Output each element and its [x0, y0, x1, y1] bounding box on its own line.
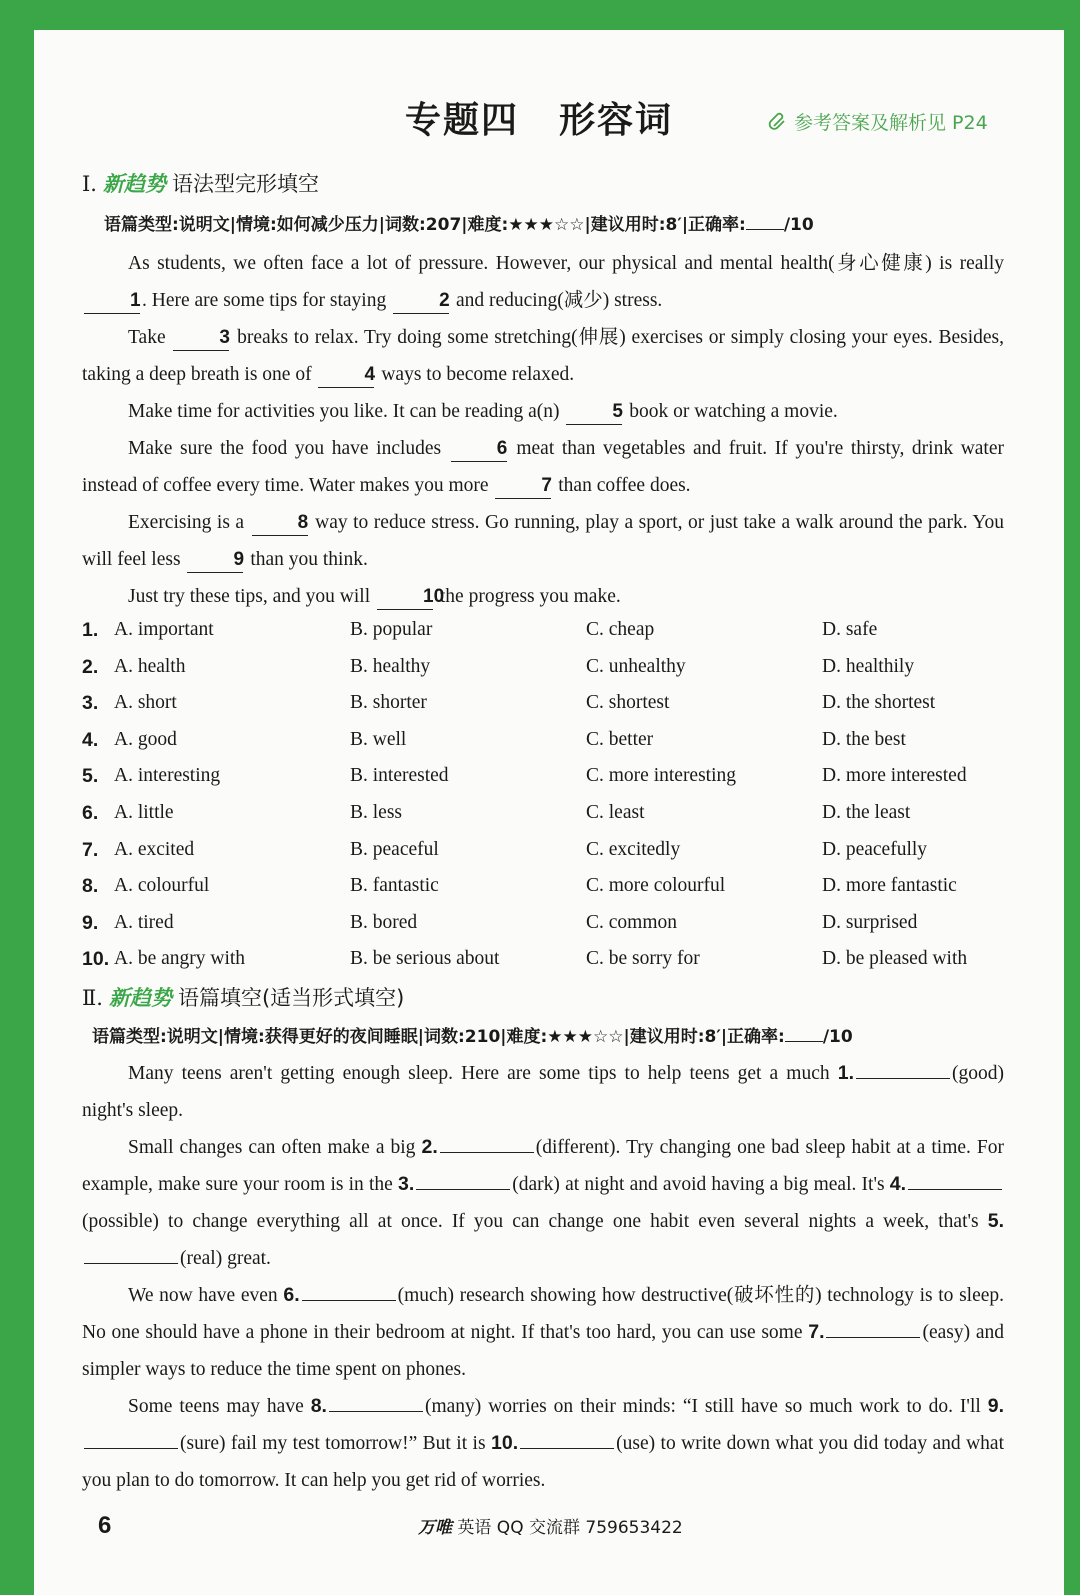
option-row: 2. A. health B. healthy C. unhealthy D. healthily	[82, 649, 1012, 686]
option-row: 8. A. colourful B. fantastic C. more colourful D. more fantastic	[82, 868, 1012, 905]
cloze-blank[interactable]: 5	[566, 400, 622, 425]
option-a[interactable]: A. good	[114, 728, 177, 750]
answer-blank[interactable]	[826, 1315, 920, 1338]
page-number: 6	[98, 1512, 112, 1539]
option-a[interactable]: A. health	[114, 655, 186, 677]
answer-blank[interactable]	[329, 1389, 423, 1412]
option-row: 5. A. interesting B. interested C. more interesting D. more interested	[82, 758, 1012, 795]
option-d[interactable]: D. more interested	[822, 765, 967, 787]
option-b[interactable]: B. be serious about	[350, 948, 500, 970]
option-row: 3. A. short B. shorter C. shortest D. the shortest	[82, 685, 1012, 722]
cloze-blank[interactable]: 9	[187, 548, 243, 573]
option-b[interactable]: B. less	[350, 801, 403, 823]
option-c[interactable]: C. cheap	[586, 619, 655, 640]
option-a[interactable]: A. tired	[114, 911, 174, 933]
option-d[interactable]: D. safe	[822, 619, 878, 640]
answer-blank[interactable]	[416, 1167, 510, 1190]
cloze-blank[interactable]: 7	[495, 474, 551, 499]
option-b[interactable]: B. fantastic	[350, 875, 439, 897]
section2-heading: Ⅱ. 新趋势 语篇填空(适当形式填空)	[82, 986, 405, 1010]
option-a[interactable]: A. little	[114, 801, 174, 823]
cloze-blank[interactable]: 8	[252, 511, 308, 536]
cloze-blank[interactable]: 1	[84, 289, 140, 314]
answer-blank[interactable]	[84, 1241, 178, 1264]
option-b[interactable]: B. shorter	[350, 692, 427, 714]
option-d[interactable]: D. be pleased with	[822, 948, 968, 970]
option-c[interactable]: C. least	[586, 801, 645, 823]
answer-blank[interactable]	[440, 1130, 534, 1153]
option-a[interactable]: A. short	[114, 692, 177, 714]
option-row: 9. A. tired B. bored C. common D. surprised	[82, 905, 1012, 942]
option-d[interactable]: D. more fantastic	[822, 875, 957, 897]
paperclip-icon	[768, 112, 788, 132]
option-d[interactable]: D. healthily	[822, 655, 915, 677]
section1-passage: As students, we often face a lot of pressure. However, our physical and mental health(身心健康) is really 1. Here are some tips for staying 2 and reducing(减少) stress. Take 3 breaks to relax. Try doing some stretching(伸展) exercises or simply closing your eyes. Besides, taking a deep breath is one of 4 ways to become relaxed. Make time for activities you like. It can be reading a(n) 5 book or watching a movie. Make sure the food you have includes 6 meat than vegetables and fruit. If you're thirsty, drink water instead of coffee every time. Water makes you more 7 than coffee does. Exercising is a 8 way to reduce stress. Go running, play a sport, or just take a walk around the park. You will feel less 9 than you think. Just try these tips, and you will 10 the progress you make.	[82, 245, 1004, 615]
option-c[interactable]: C. common	[586, 911, 677, 933]
option-d[interactable]: D. the shortest	[822, 692, 936, 714]
cloze-blank[interactable]: 6	[451, 437, 507, 462]
option-b[interactable]: B. bored	[350, 911, 418, 933]
option-row: 7. A. excited B. peaceful C. excitedly D. peacefully	[82, 832, 1012, 869]
option-c[interactable]: C. more interesting	[586, 765, 737, 787]
option-b[interactable]: B. interested	[350, 765, 449, 787]
answer-blank[interactable]	[856, 1056, 950, 1079]
option-a[interactable]: A. important	[114, 619, 214, 640]
answer-reference: 参考答案及解析见 P24	[768, 108, 988, 135]
option-b[interactable]: B. healthy	[350, 655, 431, 677]
option-a[interactable]: A. interesting	[114, 765, 221, 787]
option-c[interactable]: C. better	[586, 728, 654, 750]
answer-blank[interactable]	[84, 1426, 178, 1449]
footer: 万唯 英语 QQ 交流群 759653422	[418, 1518, 683, 1538]
option-row: 10. A. be angry with B. be serious about C. be sorry for D. be pleased with	[82, 941, 1012, 978]
section1-heading: I. 新趋势 语法型完形填空	[82, 172, 319, 196]
answer-blank[interactable]	[520, 1426, 614, 1449]
option-a[interactable]: A. colourful	[114, 875, 210, 897]
option-d[interactable]: D. peacefully	[822, 838, 928, 860]
option-d[interactable]: D. the least	[822, 801, 911, 823]
option-c[interactable]: C. more colourful	[586, 875, 726, 897]
option-c[interactable]: C. shortest	[586, 692, 670, 714]
section2-passage: Many teens aren't getting enough sleep. Here are some tips to help teens get a much 1. (good) night's sleep. Small changes can often make a big 2. (different). Try changing one bad sleep habit at a time. For example, make sure your room is in the 3. (dark) at night and avoid having a big meal. It's 4.(possible) to change everything all at once. If you can change one habit even several nights a week, that's 5.(real) great. We now have even 6. (much) research showing how destructive(破坏性的) technology is to sleep. No one should have a phone in their bedroom at night. If that's too hard, you can use some 7. (easy) and simpler ways to reduce the time spent on phones. Some teens may have 8. (many) worries on their minds: “I still have so much work to do. I'll 9.(sure) fail my test tomorrow!” But it is 10. (use) to write down what you did today and what you plan to do tomorrow. It can help you get rid of worries.	[82, 1055, 1004, 1499]
option-b[interactable]: B. popular	[350, 619, 433, 640]
options-list	[82, 612, 1012, 978]
cloze-blank[interactable]: 4	[318, 363, 374, 388]
option-a[interactable]: A. be angry with	[114, 948, 246, 970]
option-row: 6. A. little B. less C. least D. the least	[82, 795, 1012, 832]
cloze-blank[interactable]: 10	[377, 585, 433, 610]
page-title: 专题四 形容词	[405, 100, 674, 141]
answer-blank[interactable]	[908, 1167, 1002, 1190]
option-c[interactable]: C. be sorry for	[586, 948, 700, 970]
option-c[interactable]: C. unhealthy	[586, 655, 686, 677]
option-d[interactable]: D. the best	[822, 728, 906, 750]
option-a[interactable]: A. excited	[114, 838, 195, 860]
section1-meta: 语篇类型:说明文|情境:如何减少压力|词数:207|难度:★★★☆☆|建议用时:8′|正确率: /10	[104, 215, 814, 235]
option-c[interactable]: C. excitedly	[586, 838, 681, 860]
answer-blank[interactable]	[302, 1278, 396, 1301]
option-b[interactable]: B. well	[350, 728, 407, 750]
option-d[interactable]: D. surprised	[822, 911, 918, 933]
section2-meta: 语篇类型:说明文|情境:获得更好的夜间睡眠|词数:210|难度:★★★☆☆|建议用时:8′|正确率: /10	[92, 1027, 853, 1047]
option-b[interactable]: B. peaceful	[350, 838, 439, 860]
option-row: 1. A. important B. popular C. cheap D. safe	[82, 612, 1012, 649]
cloze-blank[interactable]: 2	[393, 289, 449, 314]
option-row: 4. A. good B. well C. better D. the best	[82, 722, 1012, 759]
cloze-blank[interactable]: 3	[173, 326, 229, 351]
